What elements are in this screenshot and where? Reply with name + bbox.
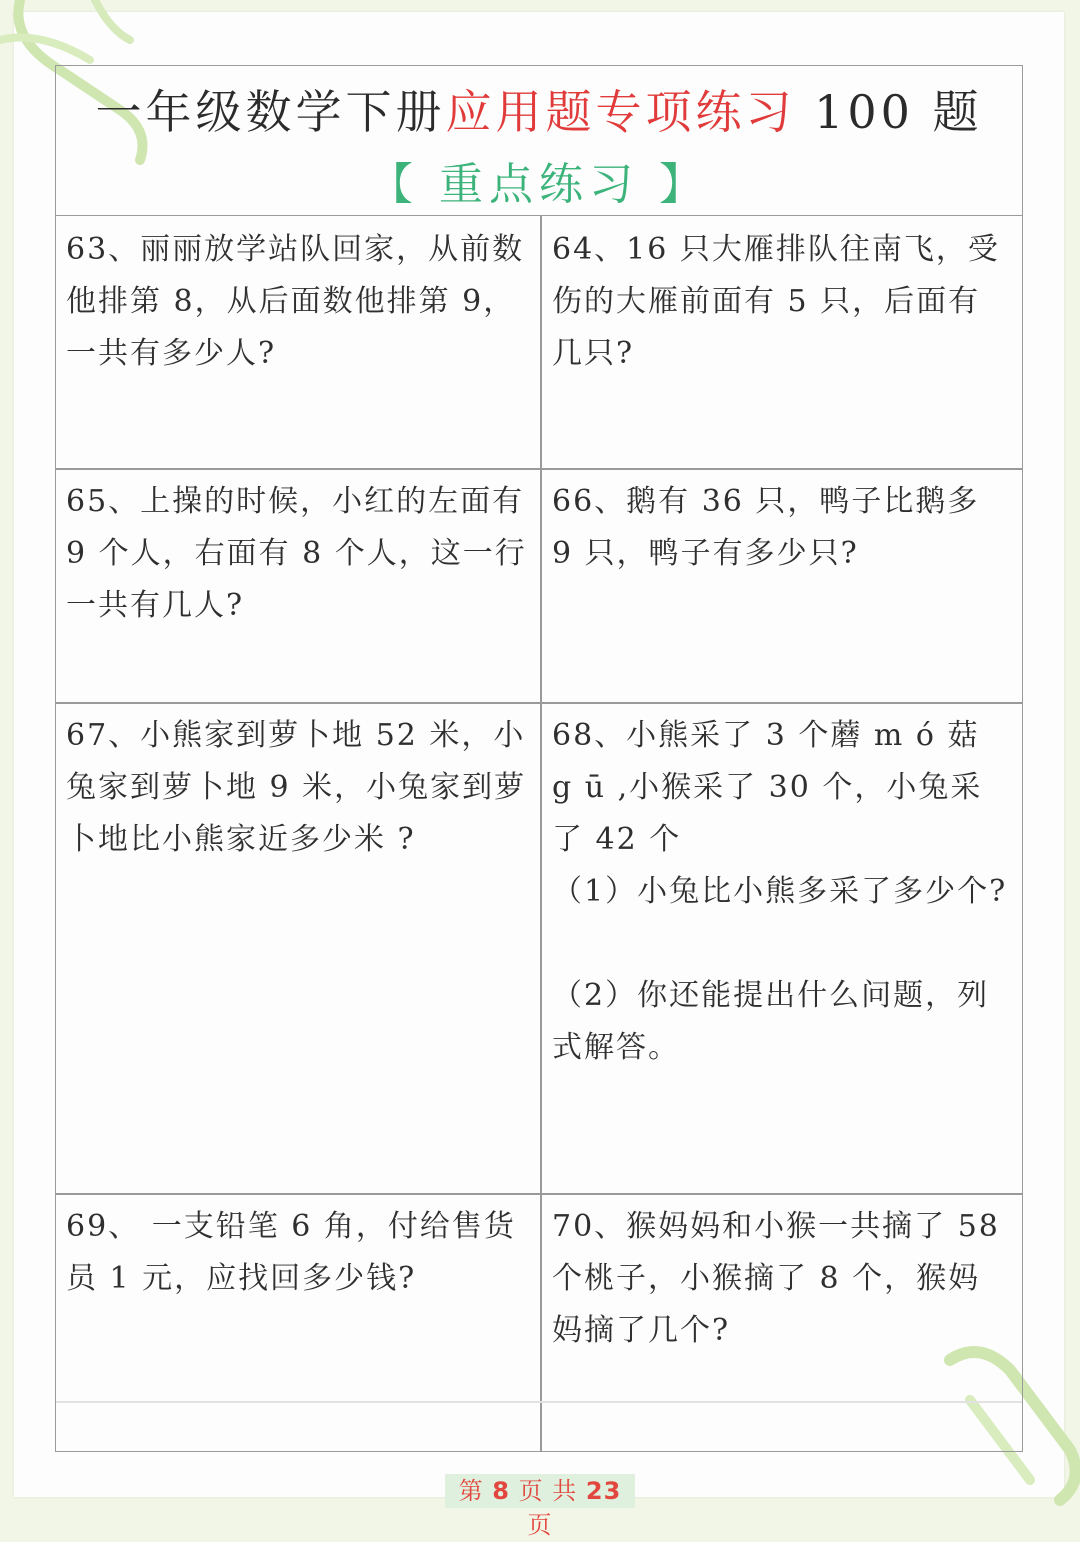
subtitle: 【 重点练习 】 — [369, 159, 709, 210]
problem-cell-69 — [56, 1195, 540, 1401]
total-pages: 23 — [585, 1477, 622, 1505]
page-suffix: 页 — [527, 1511, 553, 1539]
problem-cell-68 — [542, 704, 1022, 1193]
title-block — [56, 66, 1022, 216]
title-grade-subject: 一年级数学下册 — [95, 85, 446, 139]
problem-cell-64 — [542, 218, 1022, 468]
current-page: 8 — [492, 1477, 510, 1505]
problem-text: 65、上操的时候，小红的左面有 9 个人，右面有 8 个人，这一行一共有几人? — [66, 484, 527, 623]
problem-text: 69、 一支铅笔 6 角，付给售货员 1 元，应找回多少钱? — [66, 1209, 516, 1296]
title-topic: 应用题专项练习 — [445, 85, 796, 139]
problem-sheet — [55, 65, 1023, 1452]
page-indicator — [445, 1474, 635, 1539]
problem-text: 67、小熊家到萝卜地 52 米，小兔家到萝卜地 9 米，小兔家到萝卜地比小熊家近多少米 ? — [66, 718, 527, 857]
page-title — [56, 76, 1022, 142]
problem-cell-70 — [542, 1195, 1022, 1401]
problem-text: 63、丽丽放学站队回家，从前数他排第 8，从后面数他排第 9， 一共有多少人? — [66, 232, 525, 371]
problem-cell-67 — [56, 704, 540, 1193]
page-prefix: 第 — [458, 1477, 484, 1505]
sub-question-2: （2）你还能提出什么问题，列式解答。 — [552, 978, 990, 1065]
title-count: 100 题 — [814, 85, 983, 139]
problem-text: 64、16 只大雁排队往南飞，受伤的大雁前面有 5 只，后面有几只? — [552, 232, 1000, 371]
sub-question-1: （1）小兔比小熊多采了多少个? — [552, 874, 1008, 909]
problem-cell-65 — [56, 470, 540, 702]
problem-cell-66 — [542, 470, 1022, 702]
problem-text: 66、鹅有 36 只，鸭子比鹅多 9 只，鸭子有多少只? — [552, 484, 980, 571]
problem-text: 68、小熊采了 3 个蘑 m ó 菇 g ū ,小猴采了 30 个，小兔采了 42 个 — [552, 718, 983, 857]
page-middle: 页 共 — [518, 1477, 578, 1505]
row-divider-light — [56, 1401, 1022, 1403]
problem-cell-63 — [56, 218, 540, 468]
problem-text: 70、猴妈妈和小猴一共摘了 58 个桃子，小猴摘了 8 个，猴妈妈摘了几个? — [552, 1209, 1000, 1348]
